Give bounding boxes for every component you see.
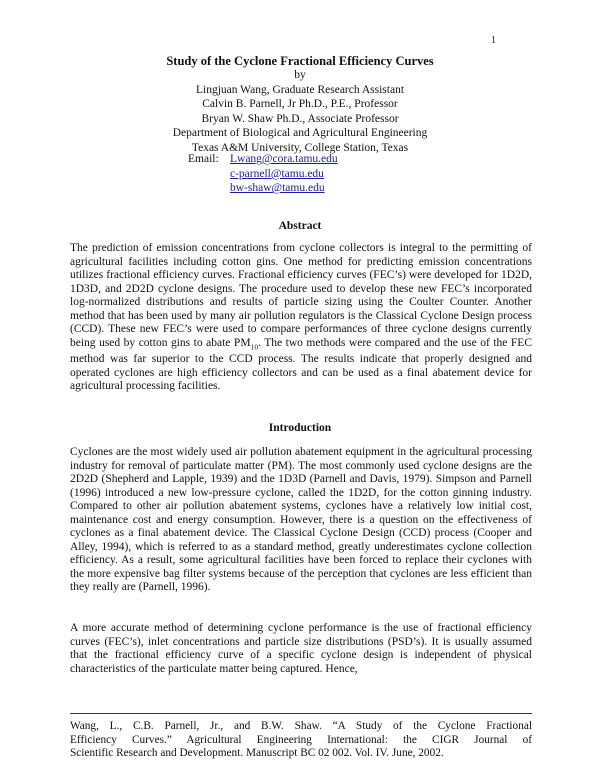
footnote-divider [70,713,532,714]
email-row [188,152,338,167]
author-line: Lingjuan Wang, Graduate Research Assistant [195,83,405,96]
affiliation-department: Department of Biological and Agricultural Engineering [172,127,428,140]
introduction-paragraph-2: A more accurate method of determining cyclone performance is the use of fractional efficiency curves (FEC’s), inlet concentrations and particle size distributions (PSD’s). It is usually assumed that the fractional efficiency curve of a specific cyclone design is independent of physical characteristics of the particulate matter being captured. Hence, [70,622,532,675]
affiliation-university: Texas A&M University, College Station, Texas [191,141,409,154]
introduction-paragraph-1: Cyclones are the most widely used air pollution abatement equipment in the agricultural processing industry for removal of particulate matter (PM). The most commonly used cyclone designs are the 2D2D (Shepherd and Lapple, 1939) and the 1D3D (Parnell and Davis, 1979). Simpson and Parnell (1996) introduced a new low-pressure cyclone, called the 1D2D, for the cotton ginning industry. Compared to other air pollution abatement systems, cyclones have a relatively low initial cost, maintenance cost and energy consumption. However, there is a question on the effectiveness of cyclones as a final abatement device. The Classical Cyclone Design (CCD) process (Cooper and Alley, 1994), which is referred to as a standard method, greatly underestimates cyclone collection efficiency. As a result, some agricultural facilities have been forced to replace their cyclones with the more expensive bag filter systems because of the perception that cyclones are less efficient than they really are (Parnell, 1996). [70,446,532,593]
abstract-heading: Abstract [278,220,322,232]
email-row [188,181,338,196]
citation-line: Efficiency Curves.” Agricultural Engineering International: the CIGR Journal of [70,733,532,746]
email-row [188,167,338,182]
citation-line: Wang, L., C.B. Parnell, Jr., and B.W. Shaw. “A Study of the Cyclone Fractional [70,720,532,732]
abstract-text-end: . The two methods were compared and the use of the FEC method was far superior to the CCD process. The results indicate that properly designed and operated cyclones are high efficiency collectors and can be used as a final abatement device for agricultural processing facilities. [70,336,532,393]
pm10-subscript: 10 [250,341,259,351]
email-link-wang[interactable]: Lwang@cora.tamu.edu [230,153,338,165]
abstract-paragraph [70,242,532,394]
introduction-heading: Introduction [268,422,332,434]
author-line: Calvin B. Parnell, Jr Ph.D., P.E., Professor [202,98,398,111]
author-line: Bryan W. Shaw Ph.D., Associate Professor [201,112,399,125]
citation-line: Scientific Research and Development. Manuscript BC 02 002. Vol. IV. June, 2002. [70,747,444,759]
email-link-parnell[interactable]: c-parnell@tamu.edu [230,167,324,180]
email-link-shaw[interactable]: bw-shaw@tamu.edu [230,182,325,195]
email-block [188,152,338,196]
by-line: by [294,69,306,81]
abstract-text: The prediction of emission concentrations from cyclone collectors is integral to the permitting of agricultural facilities including cotton gins. One method for predicting emission concentrations utilizes fractional efficiency curves. Fractional efficiency curves (FEC’s) were developed for 1D2D, 1D3D, and 2D2D cyclone designs. The procedure used to develop these new FEC’s incorporated log-normalized distributions and results of particle sizing using the Coulter Counter. Another method that has been used by many air pollution regulators is the Classical Cyclone Design process (CCD). These new FEC’s were used to compare performances of three cyclone designs currently being used by cotton gins to abate PM [70,242,532,349]
paper-title: Study of the Cyclone Fractional Efficiency Curves [166,54,434,68]
email-label: Email: [188,153,219,165]
citation-footer [70,720,532,761]
author-block [0,68,600,156]
page-number: 1 [491,35,496,46]
